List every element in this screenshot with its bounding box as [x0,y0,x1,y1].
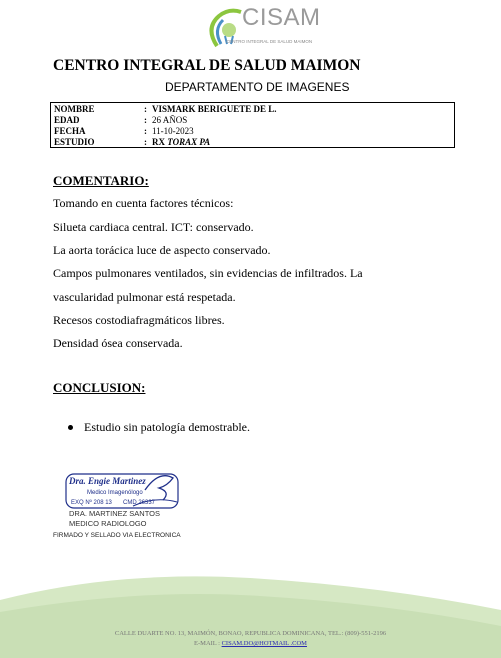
stamp-name: Dra. Engie Martinez [69,476,146,486]
nombre-value: VISMARK BERIGUETE DE L. [152,104,277,114]
edad-value: 26 AÑOS [152,115,188,125]
bullet-icon [68,425,73,430]
signature-stamp-icon [63,468,181,510]
comentario-heading: COMENTARIO: [53,173,149,188]
footer-email-link[interactable]: CISAM.DO@HOTMAIL .COM [221,640,307,647]
stamp-title: Medico Imagenólogo [87,490,143,496]
logo-text: CISAM [242,4,321,31]
comentario-line: Tomando en cuenta factores técnicos: [53,196,234,210]
department-title: DEPARTAMENTO DE IMAGENES [165,80,350,94]
comentario-line: vascularidad pulmonar está respetada. [53,290,236,304]
comentario-line: Silueta cardiaca central. ICT: conservado. [53,220,254,234]
conclusion-text: Estudio sin patología demostrable. [84,420,250,434]
separator: : [144,126,147,136]
nombre-label: NOMBRE [54,104,95,114]
conclusion-heading: CONCLUSION: [53,380,146,395]
signer-title: MEDICO RADIOLOGO [69,519,147,528]
patient-info-box [50,102,455,148]
clinic-title: CENTRO INTEGRAL DE SALUD MAIMON [53,57,361,74]
signer-name: DRA. MARTINEZ SANTOS [69,509,160,518]
footer-address: CALLE DUARTE NO. 13, MAIMÓN, BONAO, REPUBLICA DOMINICANA, TEL.: (809)-551-2196 [114,630,387,637]
estudio-type: RX [152,137,165,147]
estudio-label: ESTUDIO [54,137,95,147]
estudio-view: TORAX PA [167,137,211,147]
signature-note: FIRMADO Y SELLADO VIA ELECTRONICA [53,532,181,539]
edad-label: EDAD [54,115,80,125]
stamp-cmd: CMD 26337 [123,500,156,506]
fecha-label: FECHA [54,126,86,136]
comentario-line: La aorta torácica luce de aspecto conservado. [53,243,271,257]
stamp-exq: EXQ Nº 208 13 [71,500,112,506]
logo-tagline: CENTRO INTEGRAL DE SALUD MAIMON [226,39,313,44]
separator: : [144,104,147,114]
conclusion-item [68,420,250,435]
estudio-value [152,137,210,148]
comentario-line: Recesos costodiafragmáticos libres. [53,313,225,327]
comentario-line: Campos pulmonares ventilados, sin evidencias de infiltrados. La [53,266,363,280]
comentario-line: Densidad ósea conservada. [53,336,183,350]
fecha-value: 11-10-2023 [152,126,194,136]
separator: : [144,115,147,125]
footer-email-line [0,640,501,647]
separator: : [144,137,147,147]
footer-email-label: E-MAIL : [194,640,220,647]
